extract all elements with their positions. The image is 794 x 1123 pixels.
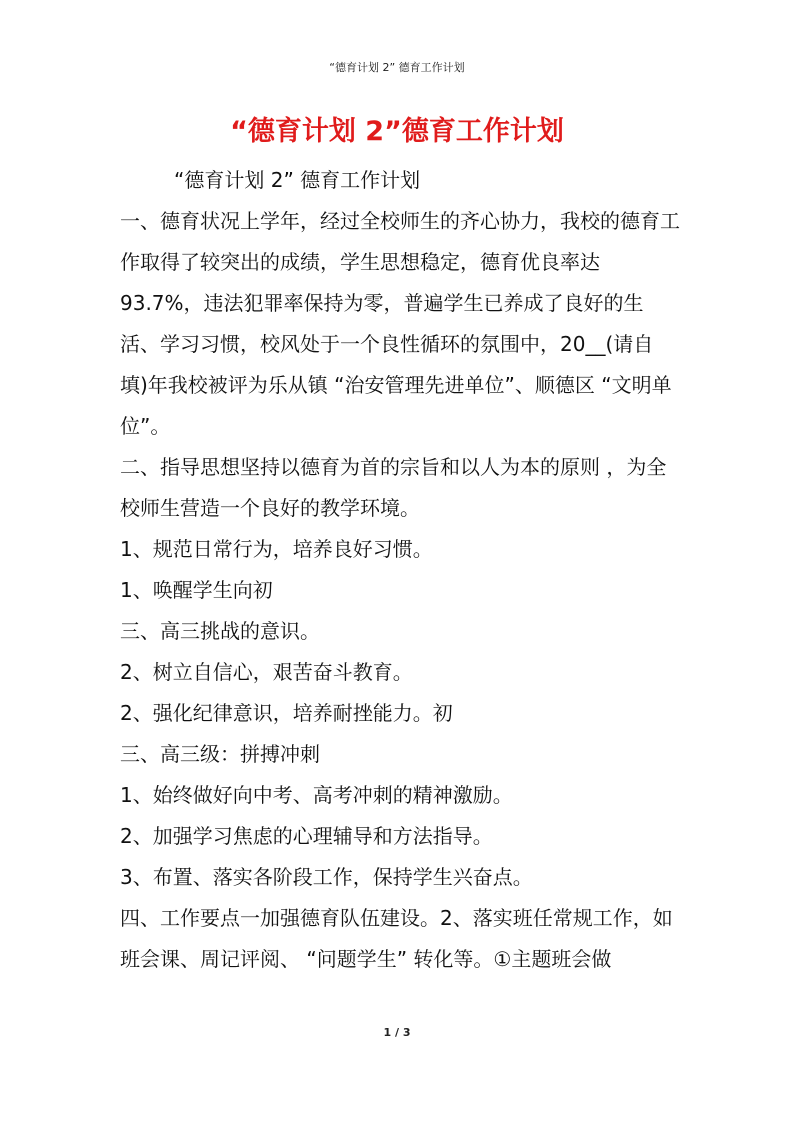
paragraph: 1、始终做好向中考、高考冲刺的精神激励。 xyxy=(120,783,513,807)
paragraph: 二、指导思想坚持以德育为首的宗旨和以人为本的原则 ，为全校师生营造一个良好的教学环境。 xyxy=(120,455,667,520)
paragraph: 3、布置、落实各阶段工作，保持学生兴奋点。 xyxy=(120,865,533,889)
paragraph: 一、德育状况上学年，经过全校师生的齐心协力，我校的德育工作取得了较突出的成绩，学生思想稳定，德育优良率达 93.7%，违法犯罪率保持为零，普遍学生已养成了良好的生活、学习习惯，校风处于一个良性循环的氛围中，20__(请自填)年我校被评为乐从镇 “治安管理先进单位”、顺德区 “文明单位”。 xyxy=(120,209,680,438)
paragraph: 2、树立自信心，艰苦奋斗教育。 xyxy=(120,660,413,684)
paragraph: 2、加强学习焦虑的心理辅导和方法指导。 xyxy=(120,824,493,848)
page-number: 1 / 3 xyxy=(383,1026,411,1039)
paragraph: 三、高三级：拼搏冲刺 xyxy=(120,742,320,766)
paragraph: 2、强化纪律意识，培养耐挫能力。初 xyxy=(120,701,453,725)
paragraph: 1、规范日常行为，培养良好习惯。 xyxy=(120,537,433,561)
paragraph: 1、唤醒学生向初 xyxy=(120,578,273,602)
document-title: “德育计划 2”德育工作计划 xyxy=(230,116,564,147)
paragraph: 三、高三挑战的意识。 xyxy=(120,619,320,643)
paragraph: 四、工作要点一加强德育队伍建设。2、落实班任常规工作，如班会课、周记评阅、 “问题学生” 转化等。①主题班会做 xyxy=(120,906,673,971)
paragraph-subtitle: “德育计划 2” 德育工作计划 xyxy=(174,168,421,192)
running-header: “德育计划 2” 德育工作计划 xyxy=(329,61,465,74)
document-body xyxy=(120,160,680,980)
